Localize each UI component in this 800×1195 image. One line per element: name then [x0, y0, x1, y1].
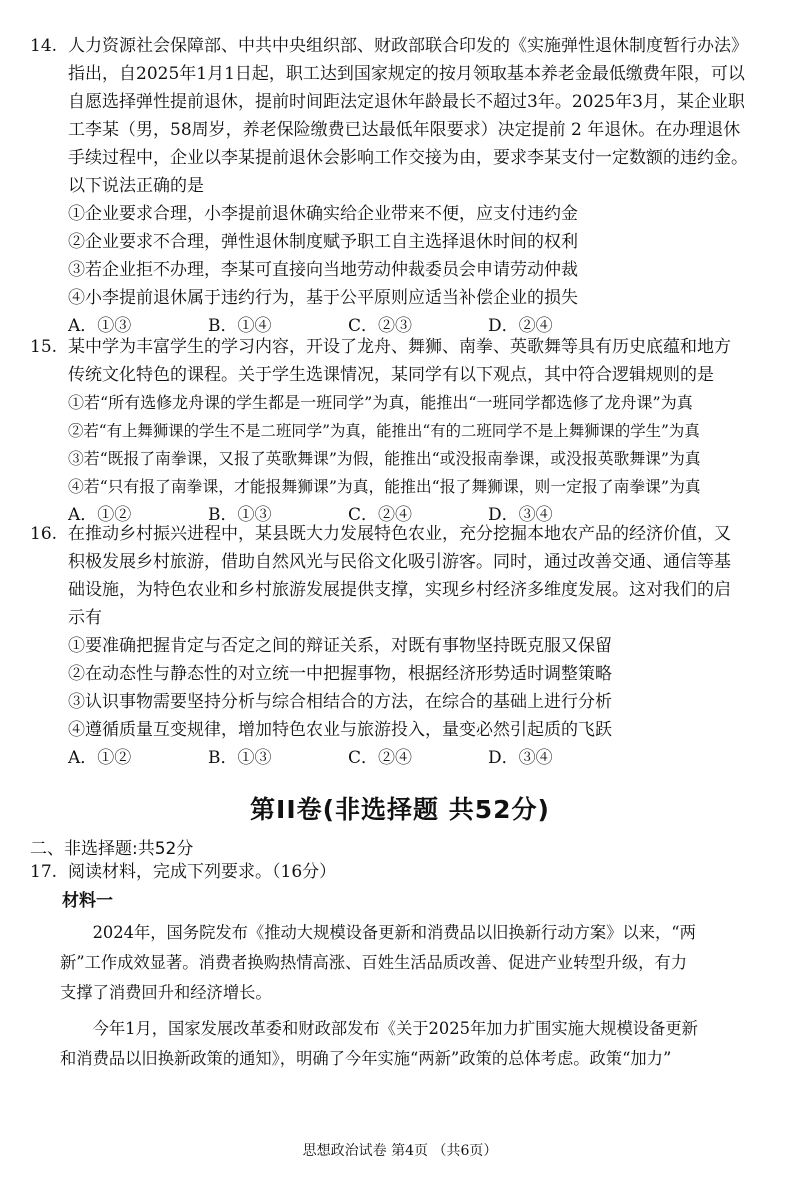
option-statement: ①企业要求合理，小李提前退休确实给企业带来不便，应支付违约金 [68, 204, 578, 224]
question-prompt: 阅读材料，完成下列要求。（16分） [68, 862, 337, 882]
option-statement: ③若企业拒不办理，李某可直接向当地劳动仲裁委员会申请劳动仲裁 [68, 260, 578, 280]
choice-b: B．①④ [208, 316, 272, 336]
question-text-line: 工李某（男，58周岁，养老保险缴费已达最低年限要求）决定提前 2 年退休。在办理退休 [68, 120, 741, 140]
question-text-line: 传统文化特色的课程。关于学生选课情况，某同学有以下观点，其中符合逻辑规则的是 [68, 365, 714, 385]
question-number: 17. [30, 862, 58, 882]
question-text-line: 自愿选择弹性提前退休，提前时间距法定退休年龄最长不超过3年。2025年3月，某企业职 [68, 92, 745, 112]
question-text-line: 在推动乡村振兴进程中，某县既大力发展特色农业，充分挖掘本地农产品的经济价值，又 [68, 524, 731, 544]
option-statement: ②在动态性与静态性的对立统一中把握事物，根据经济形势适时调整策略 [68, 664, 612, 684]
question-text-line: 手续过程中，企业以李某提前退休会影响工作交接为由，要求李某支付一定数额的违约金。 [68, 148, 748, 168]
paragraph-line: 和消费品以旧换新政策的通知》，明确了今年实施“两新”政策的总体考虑。政策“加力” [60, 1049, 672, 1068]
page-footer: 思想政治试卷 第4页 （共6页） [302, 1143, 498, 1159]
option-statement: ④遵循质量互变规律，增加特色农业与旅游投入，量变必然引起质的飞跃 [68, 720, 612, 740]
paragraph-line: 新”工作成效显著。消费者换购热情高涨、百姓生活品质改善、促进产业转型升级，有力 [60, 953, 688, 972]
paragraph-line: 支撑了消费回升和经济增长。 [60, 983, 272, 1002]
choice-d: D．②④ [488, 316, 553, 336]
option-statement: ②企业要求不合理，弹性退休制度赋予职工自主选择退休时间的权利 [68, 232, 578, 252]
material-paragraph [60, 918, 775, 1008]
option-statement: ④小李提前退休属于违约行为，基于公平原则应适当补偿企业的损失 [68, 288, 578, 308]
question-text-line: 示有 [68, 608, 102, 628]
question-14 [30, 32, 776, 340]
question-text-line: 以下说法正确的是 [68, 176, 204, 196]
option-statement: ①要准确把握肯定与否定之间的辩证关系，对既有事物坚持既克服又保留 [68, 636, 612, 656]
choice-a: A．①③ [68, 316, 132, 336]
question-16 [30, 520, 776, 772]
question-text-line: 人力资源社会保障部、中共中央组织部、财政部联合印发的《实施弹性退休制度暂行办法》 [68, 36, 748, 56]
choice-a: A．①② [68, 505, 132, 525]
choice-d: D．③④ [488, 505, 553, 525]
question-text-line: 础设施，为特色农业和乡村旅游发展提供支撑，实现乡村经济多维度发展。这对我们的启 [68, 580, 731, 600]
section-heading: 二、非选择题:共52分 [30, 839, 194, 859]
option-statement: ①若“所有选修龙舟课的学生都是一班同学”为真，能推出“一班同学都选修了龙舟课”为真 [68, 393, 693, 412]
choice-c: C．②④ [348, 748, 413, 768]
option-statement: ④若“只有报了南拳课，才能报舞狮课”为真，能推出“报了舞狮课，则一定报了南拳课”为真 [68, 477, 701, 496]
option-statement: ③认识事物需要坚持分析与综合相结合的方法，在综合的基础上进行分析 [68, 692, 612, 712]
material-paragraph [60, 1014, 775, 1074]
question-text-line: 积极发展乡村旅游，借助自然风光与民俗文化吸引游客。同时，通过改善交通、通信等基 [68, 552, 731, 572]
question-15 [30, 333, 776, 529]
paragraph-line: 今年1月，国家发展改革委和财政部发布《关于2025年加力扩围实施大规模设备更新 [60, 1019, 698, 1038]
paragraph-line: 2024年，国务院发布《推动大规模设备更新和消费品以旧换新行动方案》以来，“两 [60, 923, 696, 942]
question-number: 16. [30, 524, 58, 544]
choice-c: C．②④ [348, 505, 413, 525]
answer-choices [30, 744, 776, 772]
question-text-line: 指出，自2025年1月1日起，职工达到国家规定的按月领取基本养老金最低缴费年限，可以 [68, 64, 745, 84]
question-text-line: 某中学为丰富学生的学习内容，开设了龙舟、舞狮、南拳、英歌舞等具有历史底蕴和地方 [68, 337, 731, 357]
part-two-title: 第II卷(非选择题 共52分) [250, 795, 550, 824]
question-number: 14. [30, 36, 58, 56]
material-label: 材料一 [62, 891, 113, 911]
choice-d: D．③④ [488, 748, 553, 768]
choice-b: B．①③ [208, 748, 272, 768]
choice-b: B．①③ [208, 505, 272, 525]
option-statement: ②若“有上舞狮课的学生不是二班同学”为真，能推出“有的二班同学不是上舞狮课的学生”为真 [68, 422, 700, 440]
option-statement: ③若“既报了南拳课，又报了英歌舞课”为假，能推出“或没报南拳课，或没报英歌舞课”为真 [68, 449, 701, 468]
question-17 [30, 858, 776, 886]
question-number: 15. [30, 337, 58, 357]
choice-a: A．①② [68, 748, 132, 768]
choice-c: C．②③ [348, 316, 413, 336]
